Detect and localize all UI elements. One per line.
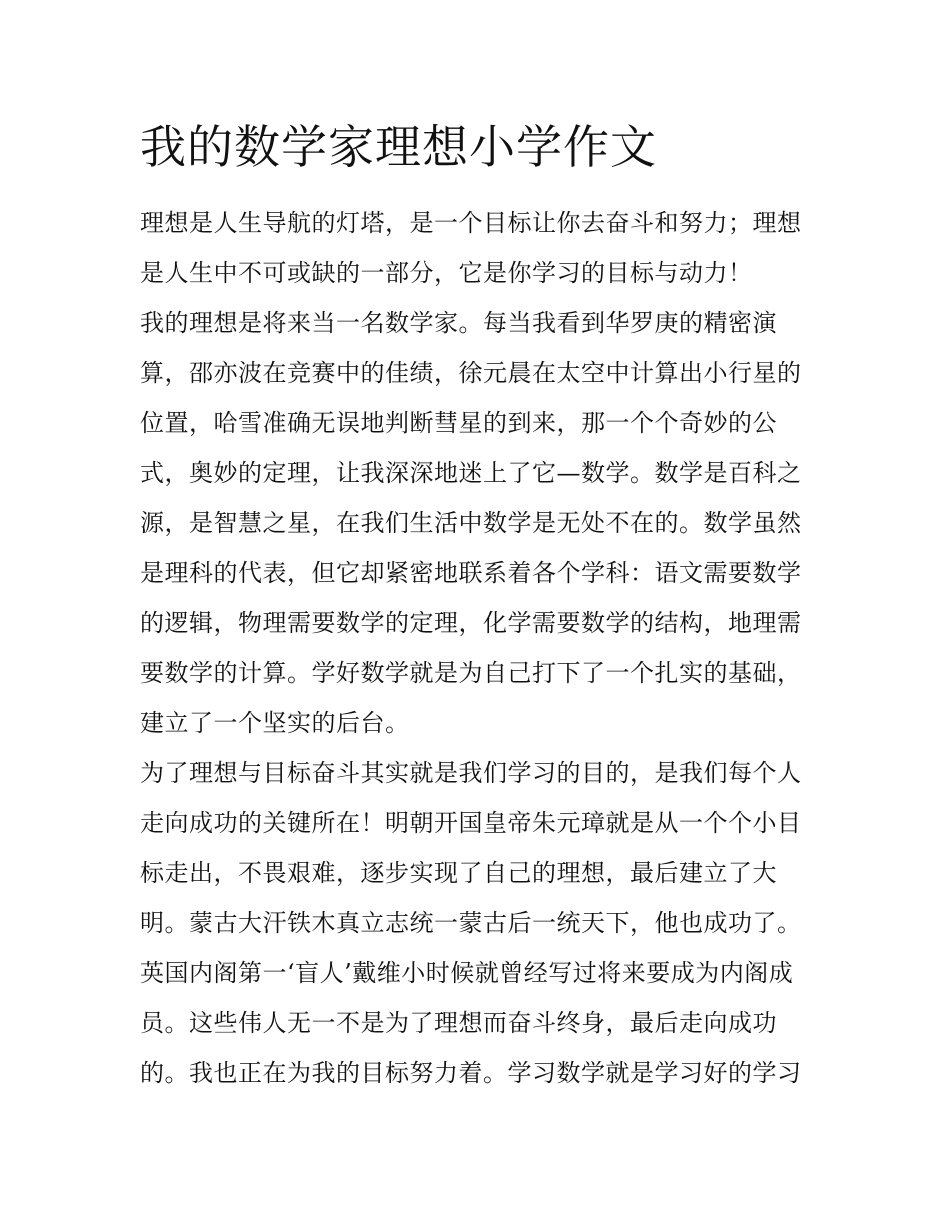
text-line: 走向成功的关键所在！明朝开国皇帝朱元璋就是从一个个小目	[140, 809, 802, 837]
text-line: 位置，哈雪准确无误地判断彗星的到来，那一个个奇妙的公	[140, 409, 777, 437]
page-title: 我的数学家理想小学作文	[140, 120, 657, 174]
text-line: 是理科的代表，但它却紧密地联系着各个学科：语文需要数学	[140, 559, 802, 587]
text-line: 要数学的计算。学好数学就是为自己打下了一个扎实的基础，	[140, 659, 802, 687]
text-line: 建立了一个坚实的后台。	[140, 709, 410, 737]
text-line: 英国内阁第一‘盲人’戴维小时候就曾经写过将来要成为内阁成	[140, 959, 794, 987]
text-line: 为了理想与目标奋斗其实就是我们学习的目的，是我们每个人	[140, 759, 802, 787]
text-line: 员。这些伟人无一不是为了理想而奋斗终身，最后走向成功	[140, 1009, 777, 1037]
body-text	[140, 198, 830, 1098]
text-line: 理想是人生导航的灯塔，是一个目标让你去奋斗和努力；理想	[140, 209, 802, 237]
text-line: 我的理想是将来当一名数学家。每当我看到华罗庚的精密演	[140, 309, 777, 337]
text-line: 的逻辑，物理需要数学的定理，化学需要数学的结构，地理需	[140, 609, 802, 637]
text-line: 的。我也正在为我的目标努力着。学习数学就是学习好的学习	[140, 1059, 802, 1087]
text-line: 源，是智慧之星，在我们生活中数学是无处不在的。数学虽然	[140, 509, 802, 537]
text-line: 标走出，不畏艰难，逐步实现了自己的理想，最后建立了大	[140, 859, 777, 887]
text-line: 式，奥妙的定理，让我深深地迷上了它—数学。数学是百科之	[140, 459, 802, 487]
text-line: 算，邵亦波在竞赛中的佳绩，徐元晨在太空中计算出小行星的	[140, 359, 802, 387]
text-line: 明。蒙古大汗铁木真立志统一蒙古后一统天下，他也成功了。	[140, 909, 802, 937]
text-line: 是人生中不可或缺的一部分，它是你学习的目标与动力！	[140, 259, 753, 287]
